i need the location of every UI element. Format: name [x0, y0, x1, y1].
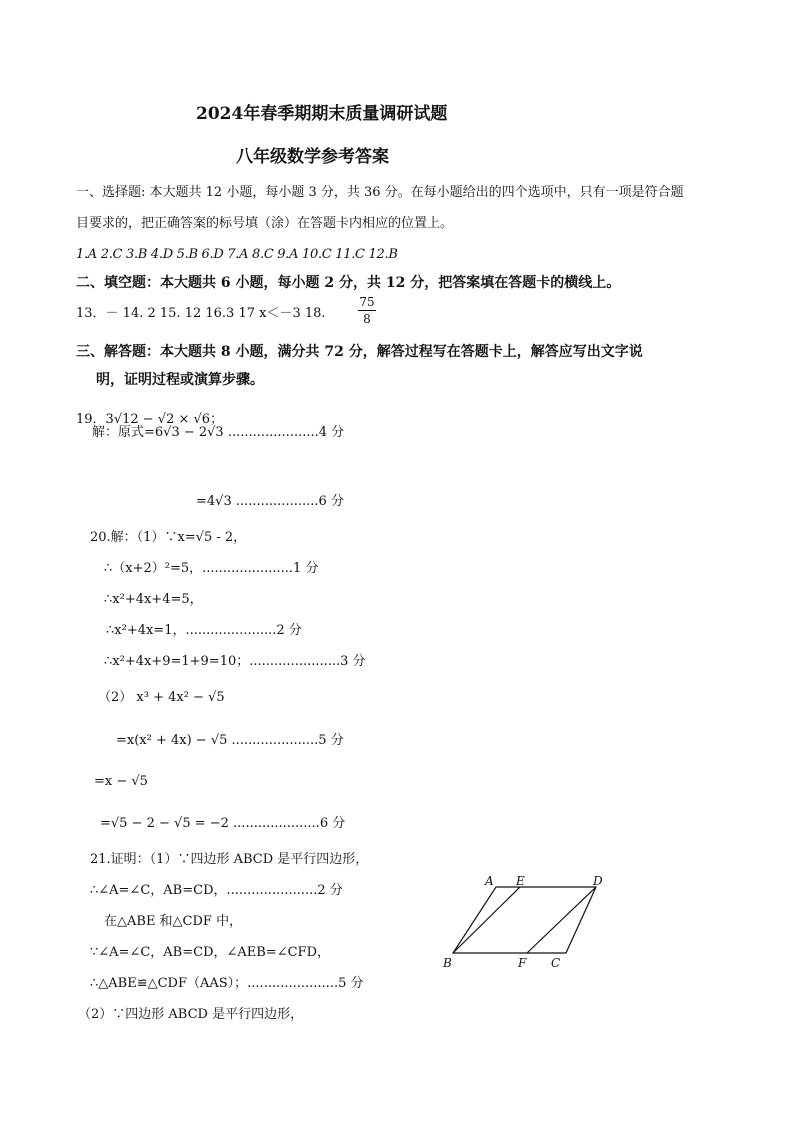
label-f: F — [518, 956, 527, 970]
q18-fraction-bar — [358, 310, 376, 311]
parallelogram-abcd — [453, 887, 596, 953]
segment-df — [527, 887, 596, 953]
label-d: D — [593, 874, 603, 888]
q20-line6: （2） x³ + 4x² − √5 — [98, 690, 225, 705]
q20-line2: ∴（x+2）²=5，......................1 分 — [104, 561, 319, 576]
section1-intro-line1: 一、选择题: 本大题共 12 小题，每小题 3 分，共 36 分。在每小题给出的四个选项中，只有一项是符合题 — [76, 185, 684, 200]
label-c: C — [551, 956, 561, 970]
parallelogram-figure — [436, 874, 636, 974]
section1-answers: 1.A 2.C 3.B 4.D 5.B 6.D 7.A 8.C 9.A 10.C 11.C 12.B — [76, 247, 398, 262]
q18-fraction — [358, 295, 376, 326]
q20-line9: =√5 − 2 − √5 = −2 .....................6 分 — [100, 816, 346, 831]
label-e: E — [516, 874, 525, 888]
section2-answers: 13．－ 14. 2 15. 12 16.3 17 x＜－3 18. — [76, 306, 326, 321]
q20-line5: ∴x²+4x+9=1+9=10；......................3 分 — [104, 654, 366, 669]
q20-line1: 20.解：（1）∵x=√5 - 2， — [90, 530, 247, 545]
q19-problem: 19．3√12 − √2 × √6； — [76, 412, 224, 427]
q20-line4: ∴x²+4x=1，......................2 分 — [106, 623, 302, 638]
q18-fraction-numerator: 75 — [359, 295, 375, 309]
q18-fraction-denominator: 8 — [363, 312, 371, 326]
q21-line3: 在△ABE 和△CDF 中， — [104, 914, 243, 929]
label-a: A — [485, 874, 494, 888]
q19-step2: =4√3 ....................6 分 — [196, 494, 344, 509]
q20-line8: =x − √5 — [94, 774, 148, 789]
q20-line3: ∴x²+4x+4=5， — [104, 592, 203, 607]
segment-be — [453, 887, 520, 953]
section1-intro-line2: 目要求的，把正确答案的标号填（涂）在答题卡内相应的位置上。 — [76, 216, 454, 231]
page-title: 2024年春季期期末质量调研试题 — [196, 104, 448, 124]
page-subtitle: 八年级数学参考答案 — [236, 147, 389, 167]
section2-heading: 二、填空题：本大题共 6 小题，每小题 2 分，共 12 分，把答案填在答题卡的横线上。 — [76, 275, 621, 291]
q21-line1: 21.证明：（1）∵四边形 ABCD 是平行四边形， — [90, 852, 369, 867]
q19-step1: 解：原式=6√3 − 2√3 ......................4 分 — [92, 425, 345, 440]
section3-heading-line2: 明，证明过程或演算步骤。 — [96, 372, 264, 388]
q20-line7: =x(x² + 4x) − √5 .....................5 分 — [116, 733, 344, 748]
q21-line6: （2）∵四边形 ABCD 是平行四边形， — [78, 1007, 304, 1022]
q21-line5: ∴△ABE≌△CDF（AAS）；......................5 分 — [90, 976, 364, 991]
q21-line4: ∵∠A=∠C，AB=CD，∠AEB=∠CFD， — [90, 945, 330, 960]
section3-heading-line1: 三、解答题：本大题共 8 小题，满分共 72 分，解答过程写在答题卡上，解答应写出文字说 — [76, 344, 643, 360]
q21-line2: ∴∠A=∠C，AB=CD，......................2 分 — [90, 883, 343, 898]
label-b: B — [443, 956, 452, 970]
